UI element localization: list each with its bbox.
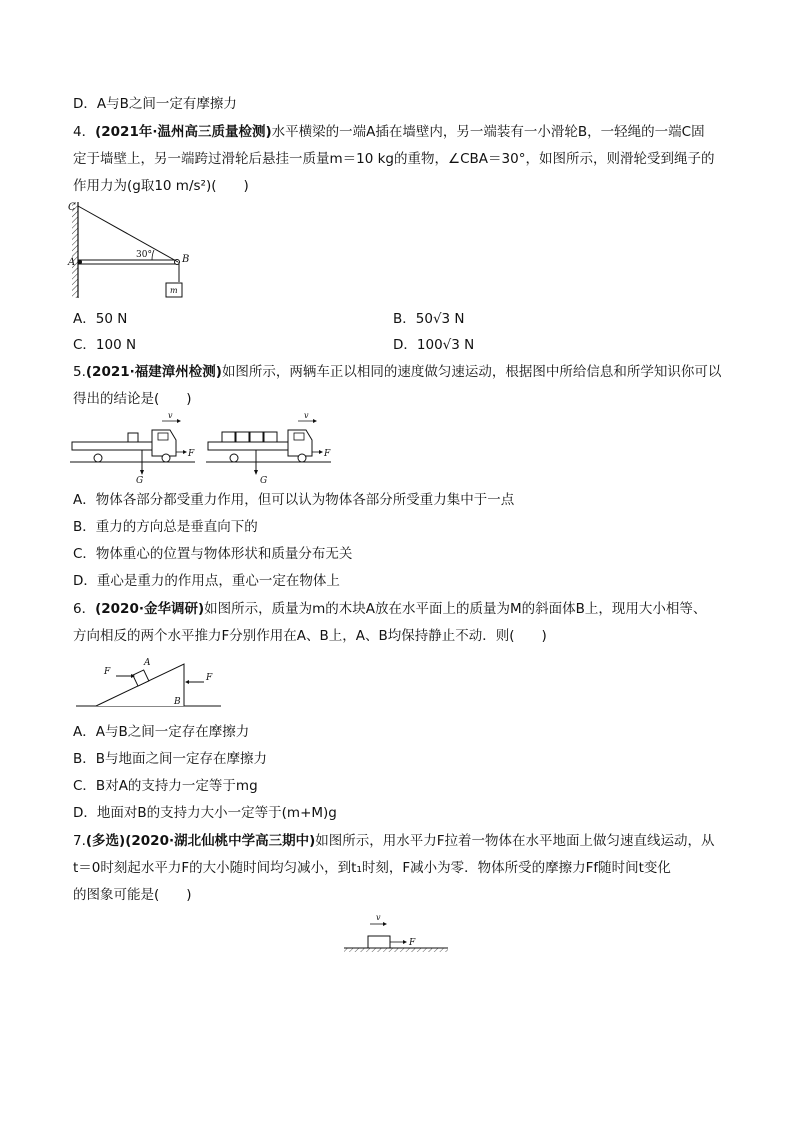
q4-option-d[interactable]: D．100√3 N — [393, 337, 475, 353]
q7-stem-line1 — [73, 832, 715, 850]
svg-text:B: B — [174, 697, 181, 707]
q5-stem-line1-text: 如图所示，两辆车正以相同的速度做匀速运动，根据图中所给信息和所学知识你可以 — [221, 364, 722, 380]
svg-text:F: F — [104, 667, 111, 677]
q7-stem-line1-text: 如图所示，用水平力F拉着一物体在水平地面上做匀速直线运动，从 — [315, 833, 715, 849]
q4-option-a[interactable]: A．50 N — [73, 311, 128, 327]
q6-source: (2020·金华调研) — [95, 601, 205, 617]
q7-figure — [340, 910, 455, 956]
angle-arc — [152, 250, 154, 260]
svg-text:F: F — [206, 673, 213, 683]
truck-1 — [70, 411, 195, 486]
q6-stem-line1 — [73, 600, 706, 618]
svg-text:G: G — [136, 476, 144, 486]
label-a: A — [68, 257, 76, 268]
q4-number: 4． — [73, 124, 96, 140]
ground-hatch — [344, 948, 448, 952]
label-angle: 30° — [136, 250, 152, 260]
label-c: C — [68, 202, 76, 213]
q5-option-c[interactable]: C．物体重心的位置与物体形状和质量分布无关 — [73, 546, 353, 562]
rope-cb — [78, 206, 178, 262]
svg-text:v: v — [376, 913, 381, 922]
q6-stem-line1-text: 如图所示，质量为m的木块A放在水平面上的质量为M的斜面体B上，现用大小相等、 — [204, 601, 707, 617]
q7-stem-line3: 的图象可能是( ) — [73, 887, 192, 903]
q4-stem-line2: 定于墙壁上，另一端跨过滑轮后悬挂一质量m＝10 kg的重物，∠CBA＝30°，如图所示，则滑轮受到绳子的 — [73, 151, 715, 167]
q4-stem-line1-text: 水平横梁的一端A插在墙壁内，另一端装有一小滑轮B，一轻绳的一端C固 — [271, 124, 705, 140]
q7-number: 7. — [73, 833, 86, 849]
q6-option-c[interactable]: C．B对A的支持力一定等于mg — [73, 778, 258, 794]
svg-text:v: v — [304, 411, 309, 420]
label-b: B — [182, 254, 190, 265]
q6-option-d[interactable]: D．地面对B的支持力大小一定等于(m+M)g — [73, 805, 337, 821]
q5-option-a[interactable]: A．物体各部分都受重力作用，但可以认为物体各部分所受重力集中于一点 — [73, 492, 515, 508]
q6-option-b[interactable]: B．B与地面之间一定存在摩擦力 — [73, 751, 268, 767]
svg-text:F: F — [188, 449, 195, 459]
q5-source: (2021·福建漳州检测) — [85, 364, 222, 380]
q5-figure — [70, 412, 330, 484]
q7-stem-line2: t＝0时刻起水平力F的大小随时间均匀减小，到t₁时刻，F减小为零．物体所受的摩擦力Ff随时间t变化 — [73, 860, 671, 876]
truck-2 — [206, 411, 331, 486]
q4-option-c[interactable]: C．100 N — [73, 337, 137, 353]
q6-number: 6． — [73, 601, 96, 617]
q5-stem-line1 — [73, 363, 721, 381]
wall-hatch — [72, 202, 78, 298]
block — [368, 936, 390, 948]
q6-option-a[interactable]: A．A与B之间一定存在摩擦力 — [73, 724, 250, 740]
label-m: m — [170, 286, 178, 295]
svg-text:A: A — [144, 658, 151, 668]
q6-stem-line2: 方向相反的两个水平推力F分别作用在A、B上，A、B均保持静止不动．则( ) — [73, 628, 547, 644]
q4-source: (2021年·温州高三质量检测) — [95, 124, 272, 140]
q5-option-d[interactable]: D．重心是重力的作用点，重心一定在物体上 — [73, 573, 340, 589]
q6-figure — [76, 652, 226, 710]
q4-stem-line1 — [73, 123, 705, 141]
svg-text:v: v — [168, 411, 173, 420]
q4-figure — [68, 198, 198, 302]
point-a-dot — [78, 260, 82, 264]
q5-number: 5. — [73, 364, 86, 380]
q5-option-b[interactable]: B．重力的方向总是垂直向下的 — [73, 519, 258, 535]
q4-option-b[interactable]: B．50√3 N — [393, 311, 465, 327]
q4-stem-line3: 作用力为(g取10 m/s²)( ) — [73, 178, 249, 194]
svg-text:F: F — [409, 938, 416, 948]
q3-option-d: D．A与B之间一定有摩擦力 — [73, 96, 237, 112]
svg-text:F: F — [324, 449, 331, 459]
q5-stem-line2: 得出的结论是( ) — [73, 391, 192, 407]
q7-source: (多选)(2020·湖北仙桃中学高三期中) — [85, 833, 316, 849]
svg-text:G: G — [260, 476, 268, 486]
